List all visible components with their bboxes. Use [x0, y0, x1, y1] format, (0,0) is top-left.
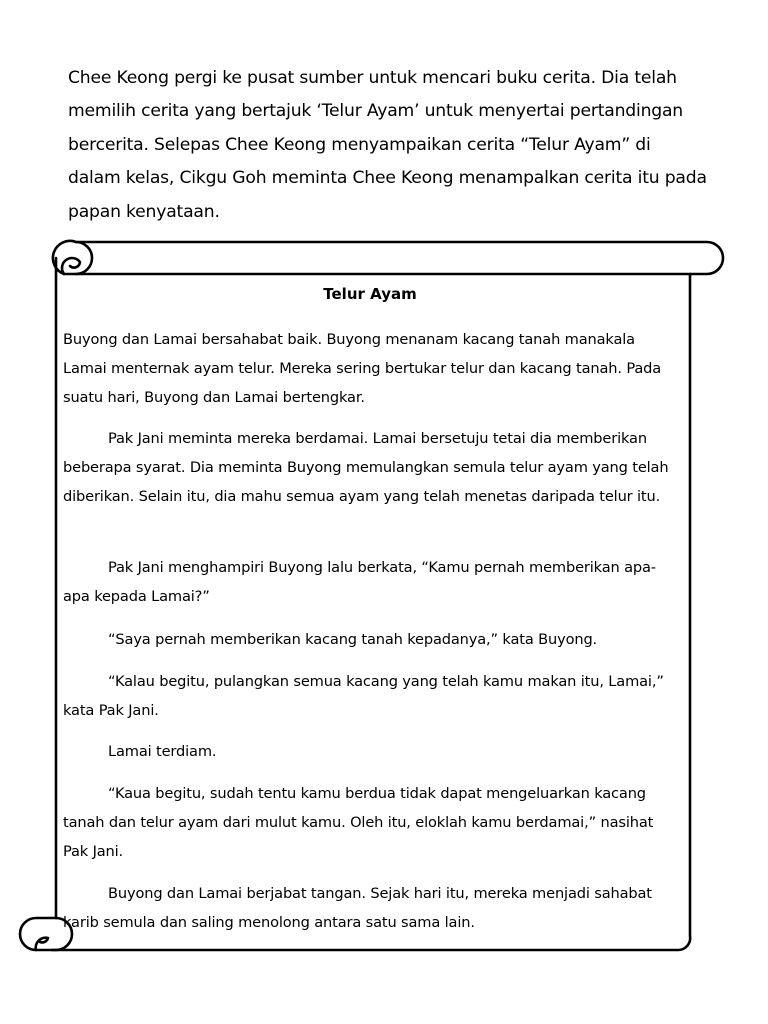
story-paragraph-5: “Kalau begitu, pulangkan semua kacang yang telah kamu makan itu, Lamai,” kata Pak Jani.: [63, 673, 664, 719]
story-paragraph-3: Pak Jani menghampiri Buyong lalu berkata, “Kamu pernah memberikan apa-apa kepada Lamai?”: [63, 559, 656, 605]
story-paragraph-8: Buyong dan Lamai berjabat tangan. Sejak hari itu, mereka menjadi sahabat karib semula dan saling menolong antara satu sama lain.: [63, 885, 652, 931]
story-paragraph-7: “Kaua begitu, sudah tentu kamu berdua tidak dapat mengeluarkan kacang tanah dan telur ayam dari mulut kamu. Oleh itu, eloklah kamu berdamai,” nasihat Pak Jani.: [63, 785, 654, 860]
story-paragraph-2: Pak Jani meminta mereka berdamai. Lamai bersetuju tetai dia memberikan beberapa syarat. Dia meminta Buyong memulangkan semula telur ayam yang telah diberikan. Selain itu, dia mahu semua ayam yang telah menetas daripada telur itu.: [63, 430, 669, 505]
story-paragraph-1: Buyong dan Lamai bersahabat baik. Buyong menanam kacang tanah manakala Lamai menternak ayam telur. Mereka sering bertukar telur dan kacang tanah. Pada suatu hari, Buyong dan Lamai bertengkar.: [63, 331, 662, 406]
story-title: Telur Ayam: [323, 285, 417, 303]
intro-paragraph: Chee Keong pergi ke pusat sumber untuk mencari buku cerita. Dia telah memilih cerita yang bertajuk ‘Telur Ayam’ untuk menyertai pertandingan bercerita. Selepas Chee Keong menyampaikan cerita “Telur Ayam” di dalam kelas, Cikgu Goh meminta Chee Keong menampalkan cerita itu pada papan kenyataan.: [68, 68, 707, 222]
story-paragraph-6: Lamai terdiam.: [108, 743, 217, 760]
story-paragraph-4: “Saya pernah memberikan kacang tanah kepadanya,” kata Buyong.: [108, 631, 598, 648]
